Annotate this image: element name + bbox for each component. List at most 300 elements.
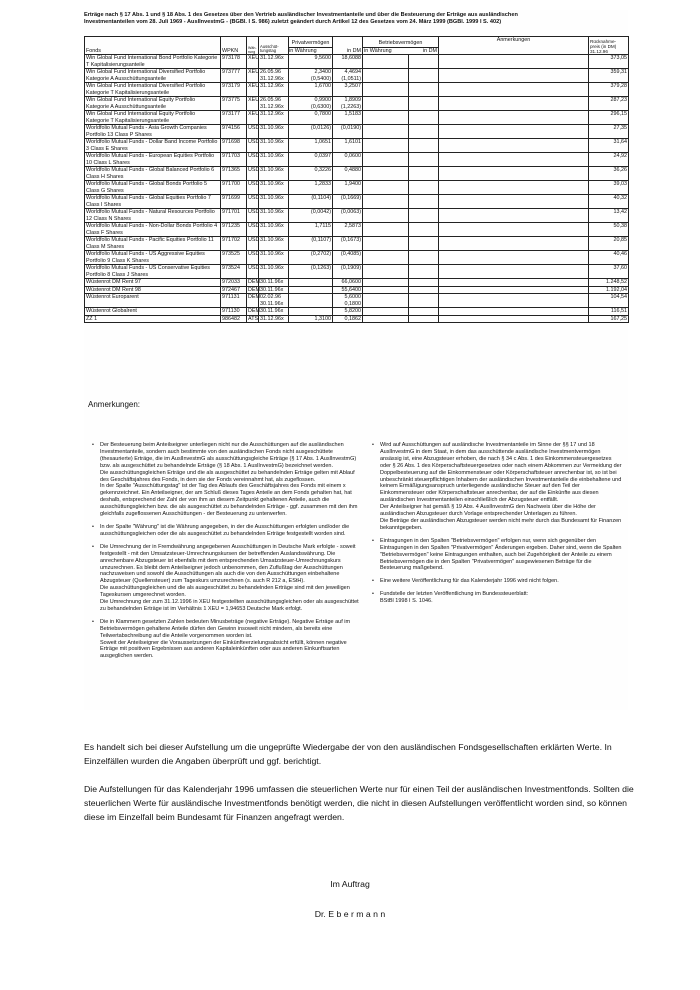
cell-ausschuettungstag-value: 31.10.96x [260, 195, 284, 201]
cell-fonds: Win Global Fund International Bond Portfolio Kategorie T Kapitalisierungsanteile [85, 55, 221, 69]
cell-privat-dm-value: 66,0600 [341, 279, 361, 285]
cell-ruecknahmepreis: 359,31 [589, 69, 629, 83]
cell-privat-dm-value: 55,6400 [341, 286, 361, 293]
cell-ausschuettungstag-value: 31.10.96x [260, 223, 284, 229]
cell-privat-dm-value: 1,6101 [344, 139, 361, 145]
cell-betrieb-dm [409, 153, 439, 167]
cell-privat-waehrung [289, 153, 333, 167]
bullet-icon: • [372, 578, 374, 585]
cell-privat-dm [333, 125, 363, 139]
cell-privat-dm-value: 0,1862 [344, 315, 361, 322]
im-auftrag: Im Auftrag [330, 879, 370, 889]
betrieb-group-label: Betriebsvermögen [363, 40, 438, 48]
table-row [85, 315, 629, 323]
cell-ausschuettungstag [259, 308, 289, 316]
cell-privat-waehrung-value: 1,2833 [314, 181, 331, 187]
cell-ausschuettungstag [259, 223, 289, 237]
cell-privat-waehrung [289, 209, 333, 223]
cell-fonds: Wüstenrot Europarent [85, 294, 221, 308]
cell-betrieb-dm [409, 286, 439, 294]
cell-privat-dm [333, 167, 363, 181]
cell-privat-waehrung-value [290, 308, 331, 315]
note-item [92, 442, 360, 518]
cell-privat-waehrung-value: (0,6300) [310, 103, 331, 110]
cell-privat-waehrung [289, 265, 333, 279]
scanned-document [84, 10, 628, 710]
cell-privat-dm-value: 0,1800 [344, 300, 361, 307]
col-ruecknahmepreis: Rücknahme- preis (in DM) 31.12.96 [589, 37, 629, 55]
cell-betrieb-waehrung [363, 286, 409, 294]
cell-betrieb-dm [409, 195, 439, 209]
cell-anmerkungen [439, 294, 589, 308]
cell-fonds: Wüstenrot DM Rent 97 [85, 279, 221, 287]
col-ausschuettungstag: Ausschüt- tungstag [259, 37, 289, 55]
cell-anmerkungen [439, 69, 589, 83]
table-row [85, 209, 629, 223]
table-row [85, 153, 629, 167]
table-row [85, 195, 629, 209]
cell-anmerkungen [439, 167, 589, 181]
cell-betrieb-waehrung [363, 209, 409, 223]
cell-ausschuettungstag-value: 02.02.96 [260, 294, 281, 300]
table-row [85, 251, 629, 265]
cell-privat-dm-value: 2,5873 [344, 223, 361, 229]
cell-privat-waehrung [289, 181, 333, 195]
cell-ruecknahmepreis: 1.192,04 [589, 286, 629, 294]
note-item [372, 578, 622, 585]
table-row [85, 181, 629, 195]
bullet-icon: • [372, 537, 374, 544]
cell-ruecknahmepreis: 373,05 [589, 55, 629, 69]
cell-wpkn: 973775 [221, 97, 247, 111]
cell-ausschuettungstag-value: 30.11.96x [260, 300, 284, 307]
cell-fonds: Worldfolio Mutual Funds - European Equities Portfolio 10 Class L Shares [85, 153, 221, 167]
cell-privat-dm-value: (0,1909) [340, 265, 361, 271]
cell-waehrung: USD [247, 153, 259, 167]
cell-privat-waehrung-value: (0,1107) [311, 237, 331, 243]
cell-fonds: Win Global Fund International Equity Portfolio Kategorie A Ausschüttungsanteile [85, 97, 221, 111]
cell-ausschuettungstag [259, 97, 289, 111]
cell-waehrung: XEU [247, 69, 259, 83]
cell-privat-waehrung-value: 1,6700 [314, 83, 331, 89]
betrieb-waehrung-label: in Währung [364, 47, 392, 54]
cell-anmerkungen [439, 83, 589, 97]
cell-ruecknahmepreis: 31,64 [589, 139, 629, 153]
cell-privat-dm-value: 5,8200 [344, 308, 361, 314]
cell-privat-dm [333, 111, 363, 125]
cell-ausschuettungstag [259, 125, 289, 139]
note-item [372, 442, 622, 532]
header-line-1: Erträge nach § 17 Abs. 1 und § 18 Abs. 1 des Gesetzes über den Vertrieb ausländischer Investmentanteile und über die Besteuerung der Erträge aus ausländischen [84, 12, 518, 18]
cell-fonds: Worldfolio Mutual Funds - Natural Resources Portfolio 12 Class N Shares [85, 209, 221, 223]
cell-ausschuettungstag [259, 251, 289, 265]
cell-privat-dm [333, 294, 363, 308]
cell-privat-dm-value: (0,1669) [340, 195, 361, 201]
cell-privat-waehrung-value: 0,3226 [314, 167, 331, 173]
privat-group-label: Privatvermögen [289, 40, 332, 48]
cell-betrieb-waehrung [363, 69, 409, 83]
cell-anmerkungen [439, 111, 589, 125]
cell-betrieb-waehrung [363, 167, 409, 181]
cell-anmerkungen [439, 286, 589, 294]
cell-privat-waehrung-value: (0,2702) [310, 251, 331, 257]
cell-ausschuettungstag [259, 111, 289, 125]
note-item [92, 544, 360, 613]
cell-fonds: ZZ 1 [85, 315, 221, 323]
col-fonds: Fonds [85, 37, 221, 55]
cell-betrieb-waehrung [363, 55, 409, 69]
cell-ausschuettungstag-value: 31.10.96x [260, 139, 284, 145]
cell-betrieb-waehrung [363, 294, 409, 308]
cell-privat-waehrung [289, 308, 333, 316]
footer-paragraph-1: Es handelt sich bei dieser Aufstellung um die ungeprüfte Wiedergabe der von den ausländischen Fondsgesellschaften erklärten Werte. In Einzelfällen wurden die Angaben überprüft und ggf. berichtigt. [84, 742, 612, 767]
cell-wpkn: 973525 [221, 251, 247, 265]
cell-betrieb-waehrung [363, 223, 409, 237]
header-line-2: Investmentanteilen vom 28. Juli 1969 - AuslInvestmG - (BGBl. I S. 986) zuletzt geändert durch Artikel 12 des Gesetzes vom 24. März 1999 (BGBl. 1999 I S. 402) [84, 19, 502, 25]
cell-ruecknahmepreis: 37,60 [589, 265, 629, 279]
cell-privat-dm-value: 4,4694 [344, 69, 361, 75]
cell-privat-dm [333, 83, 363, 97]
fund-table [84, 36, 629, 323]
cell-ruecknahmepreis: 40,46 [589, 251, 629, 265]
cell-betrieb-waehrung [363, 181, 409, 195]
cell-wpkn: 973177 [221, 111, 247, 125]
cell-waehrung: DEM [248, 286, 260, 293]
cell-privat-waehrung [289, 125, 333, 139]
cell-privat-waehrung-value: 0,9900 [314, 97, 331, 103]
bullet-icon: • [92, 442, 94, 448]
signature-name: Dr. E b e r m a n n [314, 909, 386, 919]
note-item [372, 538, 622, 573]
note-paragraph: BStBl 1998 I S. 1046. [380, 598, 433, 605]
cell-privat-waehrung [289, 294, 333, 308]
notes-right-column [372, 442, 622, 611]
cell-ausschuettungstag [259, 209, 289, 223]
cell-ruecknahmepreis: 24,92 [589, 153, 629, 167]
bullet-icon: • [92, 543, 94, 550]
note-paragraph: Die Umrechnung der in Fremdwährung angegebenen Ausschüttungen in Deutsche Mark erfolgte - soweit festgestellt - mit den Umsatzsteuer-Umrechnungskursen der betreffenden Auslandswährung. Die anrechenbare Abzugsteuer ist ebenfalls mit dem entsprechenden Umsatzsteuer-Umrechnungskurs umzurechnen. Es bleibt dem Anteilseigner jedoch unbenommen, den Zuflußtag der Ausschüttungen nachzuweisen und sowohl die Ausschüttungen als auch die von den Ausschüttungen einbehaltene Abzugsteuer (Quellensteuer) zum Tageskurs umzurechnen (s. auch R 212 a, EStH). [100, 543, 356, 585]
cell-privat-waehrung-value: 1,7115 [314, 223, 331, 229]
cell-fonds: Win Global Fund International Equity Portfolio Kategorie T Kapitalisierungsanteile [85, 111, 221, 125]
cell-privat-waehrung-value [290, 279, 331, 286]
cell-ausschuettungstag-value: 31.10.96x [260, 251, 284, 257]
footer-text [84, 740, 644, 837]
cell-anmerkungen [439, 308, 589, 316]
cell-ausschuettungstag [259, 181, 289, 195]
table-row [85, 265, 629, 279]
cell-privat-waehrung-value: (0,0042) [310, 209, 331, 215]
table-row [85, 125, 629, 139]
cell-ausschuettungstag [259, 83, 289, 97]
cell-ruecknahmepreis: 40,32 [589, 195, 629, 209]
cell-betrieb-dm [409, 167, 439, 181]
cell-privat-waehrung-value: (0,0126) [310, 125, 331, 131]
note-paragraph: In der Spalte "Währung" ist die Währung angegeben, in der die Ausschüttungen erfolgten und/oder die ausschüttungsgleichen oder die als ausgeschüttet zu behandelnden Erträge festgestellt worden sind. [100, 523, 350, 537]
cell-ruecknahmepreis: 50,38 [589, 223, 629, 237]
cell-wpkn: 974156 [221, 125, 247, 139]
cell-wpkn: 973178 [221, 55, 247, 69]
note-paragraph: Der Anteilseigner hat gemäß § 19 Abs. 4 AuslInvestmG den Nachweis über die Höhe der ausländischen Abzugsteuer durch Vorlage entsprechender Unterlagen zu führen. [380, 504, 596, 518]
note-paragraph: Der Besteuerung beim Anteilseigner unterliegen nicht nur die Ausschüttungen auf die ausländischen Investmentanteile, sondern auch bestimmte von den ausländischen Fonds nicht ausgeschüttete (thesaurierte) Erträge, die im AuslInvestmG als ausschüttungsgleiche Erträge (§ 17 Abs. 1 AuslInvestmG) bzw. als ausgeschüttet zu behandelnde Erträge (§ 18 Abs. 1 AuslInvestmG) bezeichnet werden. [100, 442, 357, 469]
cell-fonds: Worldfolio Mutual Funds - Dollar Band Income Portfolio 3 Class E Shares [85, 139, 221, 153]
cell-ruecknahmepreis: 296,15 [589, 111, 629, 125]
betrieb-dm-label: in DM [422, 47, 437, 54]
cell-privat-waehrung-value: (0,1104) [311, 195, 331, 201]
cell-anmerkungen [439, 315, 589, 323]
table-row [85, 286, 629, 294]
cell-ausschuettungstag-value: 31.12.96x [260, 315, 284, 322]
cell-privat-waehrung-value: (0,5400) [310, 75, 331, 82]
cell-betrieb-waehrung [363, 111, 409, 125]
cell-wpkn: 972467 [221, 286, 247, 294]
table-row [85, 55, 629, 69]
privat-waehrung-label: in Währung [289, 47, 317, 54]
cell-privat-waehrung-value: 9,5600 [314, 55, 331, 61]
cell-privat-waehrung [289, 251, 333, 265]
cell-ausschuettungstag [259, 153, 289, 167]
cell-betrieb-waehrung [363, 195, 409, 209]
cell-betrieb-waehrung [363, 265, 409, 279]
cell-betrieb-waehrung [363, 97, 409, 111]
table-row [85, 97, 629, 111]
cell-ruecknahmepreis: 1.248,52 [589, 279, 629, 287]
cell-ausschuettungstag-value: 31.10.96x [260, 237, 284, 243]
cell-ausschuettungstag-value: 30.11.96x [260, 286, 284, 293]
note-paragraph: Soweit der Anteilseigner die Voraussetzungen der Einkünfteerzielungsabsicht erfüllt, können negative Erträge mit positiven Ergebnissen aus anderen Kapitaleinkünften oder aus anderen Einkunftsarten ausgeglichen werden. [100, 639, 347, 660]
note-paragraph: Die in Klammern gesetzten Zahlen bedeuten Minusbeträge (negative Erträge). Negative Erträge auf im Betriebsvermögen gehaltene Anteile dürfen den Gewinn insoweit nicht mindern, als bereits eine Teilwertabschreibung auf die Anteile vorgenommen worden ist. [100, 618, 351, 639]
cell-wpkn: 971131 [221, 294, 247, 308]
notes-left-column [92, 442, 360, 666]
cell-privat-dm-value: (0,0063) [340, 209, 361, 215]
cell-waehrung: XEU [247, 97, 259, 111]
cell-ausschuettungstag-value: 30.11.96x [260, 308, 284, 314]
cell-waehrung: ATS [248, 315, 259, 322]
privat-dm-label: in DM [346, 47, 361, 54]
cell-anmerkungen [439, 251, 589, 265]
cell-fonds: Worldfolio Mutual Funds - Global Bonds Portfolio 5 Class G Shares [85, 181, 221, 195]
cell-privat-dm-value: 0,4880 [344, 167, 361, 173]
note-item [92, 619, 360, 660]
cell-privat-dm [333, 308, 363, 316]
cell-betrieb-dm [409, 308, 439, 316]
cell-ausschuettungstag-value: 31.10.96x [260, 265, 284, 271]
cell-fonds: Worldfolio Mutual Funds - Non-Dollar Bonds Portfolio 4 Class F Shares [85, 223, 221, 237]
cell-wpkn: 971702 [221, 237, 247, 251]
cell-betrieb-dm [409, 97, 439, 111]
cell-privat-dm-value: 18,6088 [341, 55, 361, 61]
table-row [85, 167, 629, 181]
cell-privat-dm [333, 97, 363, 111]
cell-fonds: Win Global Fund International Diversified Portfolio Kategorie A Ausschüttungsanteile [85, 69, 221, 83]
cell-ausschuettungstag-value: 31.12.96x [260, 103, 284, 110]
cell-ausschuettungstag-value: 26.05.96 [260, 69, 281, 75]
cell-fonds: Worldfolio Mutual Funds - Global Equities Portfolio 7 Class I Shares [85, 195, 221, 209]
cell-anmerkungen [439, 55, 589, 69]
cell-privat-dm [333, 209, 363, 223]
cell-betrieb-waehrung [363, 125, 409, 139]
cell-ausschuettungstag [259, 167, 289, 181]
cell-betrieb-waehrung [363, 315, 409, 323]
cell-wpkn: 971235 [221, 223, 247, 237]
cell-ruecknahmepreis: 36,26 [589, 167, 629, 181]
cell-waehrung: USD [247, 139, 259, 153]
cell-ausschuettungstag-value: 31.12.96x [260, 111, 284, 117]
cell-betrieb-waehrung [363, 279, 409, 287]
cell-ausschuettungstag [259, 279, 289, 287]
cell-wpkn: 986482 [221, 315, 247, 323]
cell-privat-dm [333, 237, 363, 251]
table-row [85, 223, 629, 237]
cell-ausschuettungstag [259, 315, 289, 323]
col-privatvermoegen [289, 37, 333, 55]
cell-privat-waehrung [289, 223, 333, 237]
cell-privat-waehrung-value: 1,0651 [314, 139, 331, 145]
cell-ausschuettungstag-value: 26.05.96 [260, 97, 281, 103]
bullet-icon: • [372, 591, 374, 598]
cell-anmerkungen [439, 125, 589, 139]
table-row [85, 83, 629, 97]
cell-privat-waehrung [289, 97, 333, 111]
cell-betrieb-waehrung [363, 83, 409, 97]
cell-ausschuettungstag-value: 31.10.96x [260, 125, 284, 131]
cell-privat-dm-value: (1,2263) [340, 103, 361, 110]
cell-privat-waehrung [289, 286, 333, 294]
cell-fonds: Worldfolio Mutual Funds - US Aggressive Equities Portfolio 9 Class K Shares [85, 251, 221, 265]
cell-betrieb-waehrung [363, 139, 409, 153]
cell-waehrung: USD [247, 209, 259, 223]
table-row [85, 294, 629, 308]
cell-privat-waehrung [289, 83, 333, 97]
cell-ausschuettungstag [259, 195, 289, 209]
cell-privat-dm [333, 69, 363, 83]
cell-betrieb-dm [409, 69, 439, 83]
cell-privat-waehrung [289, 111, 333, 125]
cell-betrieb-dm [409, 111, 439, 125]
cell-ausschuettungstag [259, 69, 289, 83]
cell-privat-dm [333, 286, 363, 294]
cell-waehrung: USD [247, 223, 259, 237]
note-paragraph: Wird auf Ausschüttungen auf ausländische Investmentanteile im Sinne der §§ 17 und 18 AuslInvestmG in dem Staat, in dem das ausschüttende ausländische Investmentvermögen ansässig ist, eine Abzugsteuer erhoben, die nach § 34 c Abs. 1 des Einkommensteuergesetzes oder § 26 Abs. 1 des Körperschaftsteuergesetzes oder nach einem Abkommen zur Vermeidung der Doppelbesteuerung auf die Einkommensteuer oder Körperschaftsteuer anrechenbar ist, so ist bei unbeschränkt steuerpflichtigen Inhabern der ausländischen Investmentanteile die einbehaltene und keinem Ermäßigungsanspruch unterliegende ausländische Steuer auf den Teil der Einkommensteuer oder Körperschaftsteuer anrechenbar, der auf die Einkünfte aus diesen ausländischen Investmentanteilen einschließlich der Abzugsteuer entfällt. [380, 442, 622, 504]
table-header-row [85, 37, 629, 55]
cell-anmerkungen [439, 139, 589, 153]
cell-ruecknahmepreis: 287,23 [589, 97, 629, 111]
cell-ausschuettungstag-value: 31.10.96x [260, 181, 284, 187]
cell-betrieb-dm [409, 209, 439, 223]
cell-anmerkungen [439, 153, 589, 167]
cell-waehrung: USD [247, 167, 259, 181]
cell-fonds: Worldfolio Mutual Funds - Pacific Equities Portfolio 11 Class M Shares [85, 237, 221, 251]
cell-fonds: Wüstenrot DM Rent 98 [85, 286, 221, 294]
cell-privat-dm [333, 139, 363, 153]
cell-ausschuettungstag [259, 286, 289, 294]
cell-ruecknahmepreis: 27,35 [589, 125, 629, 139]
cell-ausschuettungstag [259, 55, 289, 69]
cell-wpkn: 971699 [221, 195, 247, 209]
cell-privat-waehrung-value: 0,7800 [314, 111, 331, 117]
cell-privat-dm [333, 223, 363, 237]
cell-ruecknahmepreis: 379,28 [589, 83, 629, 97]
cell-anmerkungen [439, 209, 589, 223]
cell-betrieb-waehrung [363, 153, 409, 167]
cell-privat-waehrung [289, 55, 333, 69]
cell-privat-waehrung-value: (0,1263) [310, 265, 331, 271]
cell-ausschuettungstag [259, 294, 289, 308]
cell-privat-dm [333, 251, 363, 265]
cell-privat-waehrung-value [290, 301, 331, 308]
cell-ausschuettungstag-value: 30.11.96x [260, 279, 284, 285]
cell-wpkn: 971130 [221, 308, 247, 316]
cell-privat-dm [333, 315, 363, 323]
note-paragraph: Die Beträge der ausländischen Abzugsteuer werden nicht mehr durch das Bundesamt für Finanzen bekanntgegeben. [380, 517, 622, 531]
cell-ausschuettungstag-value: 31.12.96x [260, 83, 284, 89]
footer-paragraph-2: Die Aufstellungen für das Kalenderjahr 1996 umfassen die steuerlichen Werte nur für einen Teil der ausländischen Investmentfonds. Sollten die steuerlichen Werte für ausländische Investmentfonds benötigt werden, die nicht in diesen Aufstellungen veröffentlicht worden sind, so können diese im Einzelfall beim Bundesamt für Finanzen angefragt werden. [84, 783, 634, 823]
bullet-icon: • [372, 442, 374, 448]
cell-betrieb-dm [409, 223, 439, 237]
note-item [372, 591, 622, 605]
cell-waehrung: XEU [247, 55, 259, 69]
signoff [0, 878, 700, 938]
cell-ausschuettungstag-value: 31.10.96x [260, 167, 284, 173]
col-waehrung: Wäh- rung [247, 37, 259, 55]
note-item [92, 524, 360, 538]
cell-anmerkungen [439, 97, 589, 111]
cell-privat-dm [333, 279, 363, 287]
cell-anmerkungen [439, 195, 589, 209]
cell-fonds: Worldfolio Mutual Funds - US Conservative Equities Portfolio 8 Class J Shares [85, 265, 221, 279]
cell-ausschuettungstag-value: 31.12.96x [260, 55, 284, 61]
bullet-icon: • [92, 523, 94, 530]
cell-fonds: Worldfolio Mutual Funds - Asia Growth Companies Portfolio 13 Class P Shares [85, 125, 221, 139]
cell-waehrung: USD [247, 265, 259, 279]
cell-wpkn: 973179 [221, 83, 247, 97]
cell-ruecknahmepreis: 167,25 [589, 315, 629, 323]
cell-privat-dm-value: (1,0511) [341, 75, 361, 82]
notes-title: Anmerkungen: [88, 400, 141, 409]
cell-privat-dm-value: (0,4085) [340, 251, 361, 257]
cell-privat-dm [333, 195, 363, 209]
cell-anmerkungen [439, 265, 589, 279]
cell-privat-dm-value: 0,0600 [344, 153, 361, 159]
cell-fonds: Wüstenrot Globalrent [85, 308, 221, 316]
col-anmerkungen: Anmerkungen [439, 37, 589, 55]
cell-waehrung: USD [247, 237, 259, 251]
cell-privat-waehrung [289, 167, 333, 181]
cell-betrieb-dm [409, 55, 439, 69]
cell-betrieb-dm [409, 181, 439, 195]
cell-privat-dm [333, 181, 363, 195]
cell-betrieb-dm [409, 315, 439, 323]
col-privat-dm [333, 37, 363, 55]
cell-fonds: Worldfolio Mutual Funds - Global Balanced Portfolio 6 Class H Shares [85, 167, 221, 181]
cell-betrieb-waehrung [363, 308, 409, 316]
cell-betrieb-dm [409, 279, 439, 287]
cell-wpkn: 972033 [221, 279, 247, 287]
cell-privat-waehrung [289, 279, 333, 287]
note-paragraph: Eine weitere Veröffentlichung für das Kalenderjahr 1996 wird nicht folgen. [380, 578, 559, 585]
cell-waehrung: XEU [247, 111, 259, 125]
cell-privat-dm-value: 5,6000 [344, 294, 361, 300]
cell-ausschuettungstag-value: 31.10.96x [260, 153, 284, 159]
bullet-icon: • [92, 618, 94, 625]
cell-wpkn: 971365 [221, 167, 247, 181]
document-header [84, 12, 628, 26]
note-paragraph: In der Spalte "Ausschüttungstag" ist der Tag des Ablaufs des Geschäftsjahres des Fonds mit einem x gekennzeichnet. Ein Anteilseigner, der am Schluß dieses Tages Anteile an dem Fonds gehalten hat, hat deshalb, entsprechend der Zahl der von ihm an diesem Zeitpunkt gehaltenen Anteile, auch die ausschüttungsgleichen bzw. die als ausgeschüttet zu behandelnden Erträge - ggf. zusammen mit den ihm gleichfalls zugeflossenen Ausschüttungen - der Besteuerung zu unterwerfen. [100, 483, 358, 518]
note-paragraph: Eintragungen in den Spalten "Betriebsvermögen" erfolgen nur, wenn sich gegenüber den Eintragungen in den Spalten "Privatvermögen" Änderungen ergeben. Daher sind, wenn die Spalten "Betriebsvermögen" keine Eintragungen enthalten, auch bei Zugehörigkeit der Anteile zu einem Betriebsvermögen die in den Spalten "Privatvermögen" ausgewiesenen Beträge für die Besteuerung maßgebend. [380, 537, 622, 572]
cell-waehrung: USD [247, 125, 259, 139]
cell-privat-dm-value: 1,5183 [344, 111, 361, 117]
cell-fonds: Win Global Fund International Diversified Portfolio Kategorie T Kapitalisierungsanteile [85, 83, 221, 97]
cell-ruecknahmepreis: 39,03 [589, 181, 629, 195]
